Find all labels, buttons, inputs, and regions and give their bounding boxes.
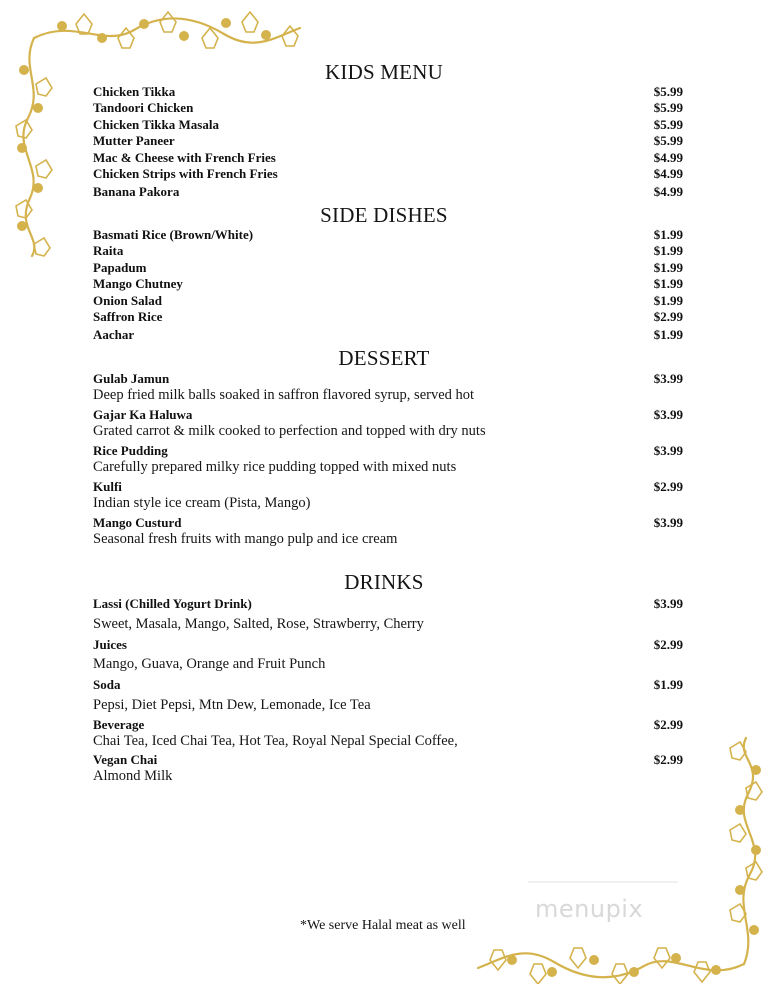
item-price: $1.99 bbox=[653, 227, 683, 242]
item-price: $5.99 bbox=[653, 117, 683, 132]
menu-item bbox=[93, 443, 683, 459]
item-price: $4.99 bbox=[653, 150, 683, 165]
item-price: $3.99 bbox=[653, 407, 683, 422]
item-price: $1.99 bbox=[653, 276, 683, 291]
item-name: Tandoori Chicken bbox=[93, 100, 194, 115]
item-name: Banana Pakora bbox=[93, 184, 180, 199]
item-price: $4.99 bbox=[653, 166, 683, 181]
item-price: $5.99 bbox=[653, 100, 683, 115]
item-name: Saffron Rice bbox=[93, 309, 163, 324]
item-name: Soda bbox=[93, 677, 121, 692]
item-price: $2.99 bbox=[653, 309, 683, 324]
item-name: Mutter Paneer bbox=[93, 133, 175, 148]
item-description: Mango, Guava, Orange and Fruit Punch bbox=[93, 656, 326, 672]
menu-item bbox=[93, 327, 683, 343]
item-name: Raita bbox=[93, 243, 124, 258]
footnote: *We serve Halal meat as well bbox=[300, 918, 466, 933]
item-price: $1.99 bbox=[653, 293, 683, 308]
item-price: $2.99 bbox=[653, 479, 683, 494]
item-description: Seasonal fresh fruits with mango pulp and ice cream bbox=[93, 531, 398, 547]
item-name: Mango Custurd bbox=[93, 515, 182, 530]
menu-item bbox=[93, 407, 683, 423]
item-description: Pepsi, Diet Pepsi, Mtn Dew, Lemonade, Ice Tea bbox=[93, 697, 371, 713]
item-name: Basmati Rice (Brown/White) bbox=[93, 227, 254, 242]
menu-item bbox=[93, 677, 683, 693]
item-name: Aachar bbox=[93, 327, 135, 342]
item-description: Almond Milk bbox=[93, 768, 173, 784]
menu-item bbox=[93, 717, 683, 733]
menu-item bbox=[93, 166, 683, 182]
item-name: Onion Salad bbox=[93, 293, 163, 308]
floral-corner-ornament-icon bbox=[474, 734, 764, 984]
item-price: $1.99 bbox=[653, 260, 683, 275]
menu-item bbox=[93, 515, 683, 531]
item-name: Mango Chutney bbox=[93, 276, 183, 291]
item-name: Chicken Tikka Masala bbox=[93, 117, 219, 132]
item-description: Deep fried milk balls soaked in saffron flavored syrup, served hot bbox=[93, 387, 475, 403]
item-name: Chicken Strips with French Fries bbox=[93, 166, 278, 181]
menu-item bbox=[93, 117, 683, 133]
item-description: Carefully prepared milky rice pudding topped with mixed nuts bbox=[93, 459, 457, 475]
item-name: Lassi (Chilled Yogurt Drink) bbox=[93, 596, 252, 611]
menu-item bbox=[93, 100, 683, 116]
watermark: menupix bbox=[535, 895, 644, 923]
menu-item bbox=[93, 752, 683, 768]
item-description: Indian style ice cream (Pista, Mango) bbox=[93, 495, 311, 511]
item-price: $3.99 bbox=[653, 596, 683, 611]
item-name: Kulfi bbox=[93, 479, 122, 494]
menu-item bbox=[93, 84, 683, 100]
menu-item bbox=[93, 309, 683, 325]
section-title-dessert: DESSERT bbox=[338, 346, 430, 370]
item-description: Chai Tea, Iced Chai Tea, Hot Tea, Royal Nepal Special Coffee, bbox=[93, 733, 458, 749]
menu-item bbox=[93, 596, 683, 612]
item-price: $1.99 bbox=[653, 327, 683, 342]
item-price: $5.99 bbox=[653, 133, 683, 148]
item-price: $2.99 bbox=[653, 637, 683, 652]
item-description: Sweet, Masala, Mango, Salted, Rose, Strawberry, Cherry bbox=[93, 616, 424, 632]
item-name: Gajar Ka Haluwa bbox=[93, 407, 193, 422]
item-price: $3.99 bbox=[653, 371, 683, 386]
item-price: $2.99 bbox=[653, 752, 683, 767]
item-price: $1.99 bbox=[653, 243, 683, 258]
menu-item bbox=[93, 276, 683, 292]
menu-item bbox=[93, 260, 683, 276]
menu-item bbox=[93, 479, 683, 495]
watermark-line bbox=[528, 881, 678, 883]
item-name: Beverage bbox=[93, 717, 145, 732]
item-price: $4.99 bbox=[653, 184, 683, 199]
item-name: Gulab Jamun bbox=[93, 371, 170, 386]
item-name: Juices bbox=[93, 637, 127, 652]
menu-item bbox=[93, 184, 683, 200]
item-name: Papadum bbox=[93, 260, 147, 275]
menu-item bbox=[93, 371, 683, 387]
item-price: $3.99 bbox=[653, 515, 683, 530]
item-price: $2.99 bbox=[653, 717, 683, 732]
menu-item bbox=[93, 227, 683, 243]
menu-item bbox=[93, 133, 683, 149]
section-title-kids-menu: KIDS MENU bbox=[325, 60, 443, 84]
item-price: $1.99 bbox=[653, 677, 683, 692]
item-name: Rice Pudding bbox=[93, 443, 168, 458]
item-name: Vegan Chai bbox=[93, 752, 158, 767]
item-name: Mac & Cheese with French Fries bbox=[93, 150, 276, 165]
item-price: $3.99 bbox=[653, 443, 683, 458]
menu-item bbox=[93, 293, 683, 309]
item-price: $5.99 bbox=[653, 84, 683, 99]
menu-item bbox=[93, 243, 683, 259]
item-name: Chicken Tikka bbox=[93, 84, 176, 99]
section-title-side-dishes: SIDE DISHES bbox=[320, 203, 448, 227]
item-description: Grated carrot & milk cooked to perfection and topped with dry nuts bbox=[93, 423, 486, 439]
section-title-drinks: DRINKS bbox=[344, 570, 424, 594]
menu-item bbox=[93, 150, 683, 166]
menu-item bbox=[93, 637, 683, 653]
